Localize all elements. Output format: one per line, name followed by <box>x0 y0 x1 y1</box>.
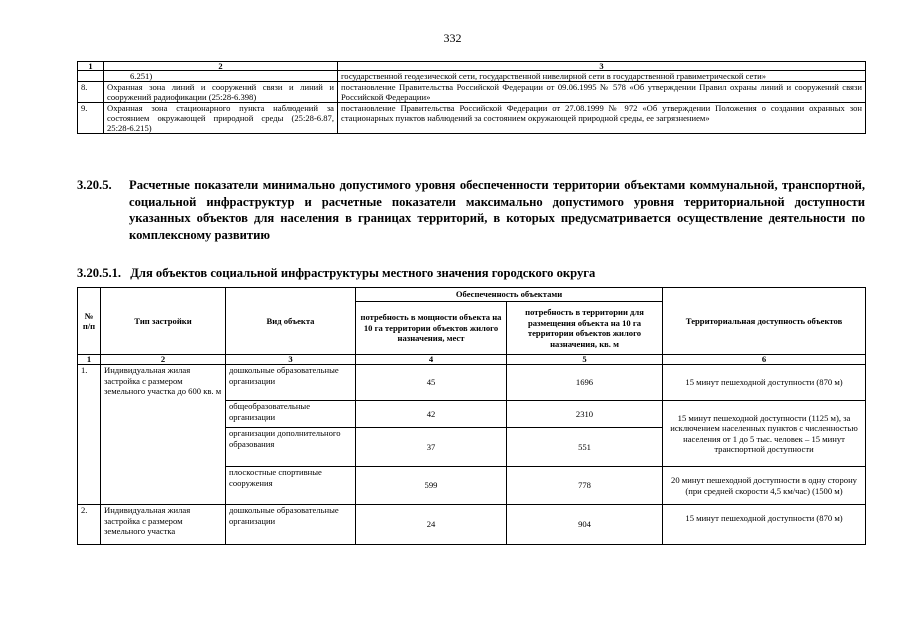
section-number: 3.20.5. <box>77 178 112 192</box>
column-number: 1 <box>78 355 101 365</box>
header-capacity: потребность в мощности объекта на 10 га территории объектов жилого назначения, мест <box>356 302 507 355</box>
page-number: 332 <box>443 31 462 45</box>
area-value: 2310 <box>507 401 663 428</box>
capacity-value: 37 <box>356 428 507 467</box>
zone-name: Охранная зона стационарного пункта наблюдений за состоянием окружающей природной среды (25:28-6.87, 25:28-6.215) <box>104 103 338 134</box>
column-number: 3 <box>226 355 356 365</box>
zones-table <box>77 61 866 134</box>
row-number: 8. <box>78 82 104 103</box>
row-number: 1. <box>78 365 101 505</box>
row-number: 9. <box>78 103 104 134</box>
object-type: организации дополнительного образования <box>226 428 356 467</box>
header-area: потребность в территории для размещения объекта на 10 га территории объектов жилого назначения, кв. м <box>507 302 663 355</box>
header-access: Территориальная доступность объектов <box>663 288 866 355</box>
row-number: 2. <box>78 505 101 545</box>
capacity-value: 42 <box>356 401 507 428</box>
zone-name: 6.251) <box>104 71 338 82</box>
object-type: дошкольные образовательные организации <box>226 365 356 401</box>
subsection-number: 3.20.5.1. <box>77 266 122 280</box>
subsection-title: Для объектов социальной инфраструктуры местного значения городского округа <box>130 266 596 280</box>
table-header-row <box>78 288 866 302</box>
table-row <box>78 505 866 545</box>
column-number: 4 <box>356 355 507 365</box>
area-value: 904 <box>507 505 663 545</box>
capacity-value: 45 <box>356 365 507 401</box>
column-numbers-row <box>78 355 866 365</box>
zones-table-header <box>78 62 866 71</box>
social-infrastructure-table <box>77 287 866 545</box>
access-value: 15 минут пешеходной доступности (870 м) <box>663 505 866 545</box>
legal-doc: постановление Правительства Российской Федерации от 09.06.1995 № 578 «Об утверждении Правил охраны линий и сооружений связи Российской Федерации» <box>338 82 866 103</box>
column-number: 6 <box>663 355 866 365</box>
column-number: 5 <box>507 355 663 365</box>
access-value: 15 минут пешеходной доступности (1125 м), за исключением населенных пунктов с численностью населения от 1 до 5 тыс. человек – 15 минут транспортной доступности <box>663 401 866 467</box>
capacity-value: 599 <box>356 467 507 505</box>
access-value: 15 минут пешеходной доступности (870 м) <box>663 365 866 401</box>
header-num: № п/п <box>78 288 101 355</box>
access-value: 20 минут пешеходной доступности в одну сторону (при средней скорости 4,5 км/час) (1500 м) <box>663 467 866 505</box>
row-number <box>78 71 104 82</box>
legal-doc: постановление Правительства Российской Федерации от 27.08.1999 № 972 «Об утверждении Положения о создании охранных зон стационарных пунктов наблюдений за состоянием окружающей природной среды, ее загрязнением» <box>338 103 866 134</box>
object-type: плоскостные спортивные сооружения <box>226 467 356 505</box>
header-cell: 1 <box>78 62 104 71</box>
area-value: 1696 <box>507 365 663 401</box>
header-cell: 2 <box>104 62 338 71</box>
header-cell: 3 <box>338 62 866 71</box>
legal-doc: государственной геодезической сети, государственной нивелирной сети в государственной гравиметрической сети» <box>338 71 866 82</box>
table-row <box>78 71 866 82</box>
column-number: 2 <box>101 355 226 365</box>
building-type: Индивидуальная жилая застройка с размером земельного участка <box>101 505 226 545</box>
zone-name: Охранная зона линий и сооружений связи и линий и сооружений радиофикации (25:28-6.398) <box>104 82 338 103</box>
capacity-value: 24 <box>356 505 507 545</box>
subsection-heading <box>77 265 865 282</box>
area-value: 551 <box>507 428 663 467</box>
table-row <box>78 82 866 103</box>
building-type: Индивидуальная жилая застройка с размером земельного участка до 600 кв. м <box>101 365 226 505</box>
section-title: Расчетные показатели минимально допустимого уровня обеспеченности территории объектами коммунальной, транспортной, социальной инфраструктур и расчетные показатели максимально допустимого уровня территориальной доступности указанных объектов для населения в границах территорий, в которых предусматривается осуществление деятельности по комплексному развитию <box>129 178 865 242</box>
header-provision: Обеспеченность объектами <box>356 288 663 302</box>
object-type: общеобразовательные организации <box>226 401 356 428</box>
area-value: 778 <box>507 467 663 505</box>
header-type: Тип застройки <box>101 288 226 355</box>
object-type: дошкольные образовательные организации <box>226 505 356 545</box>
table-row <box>78 103 866 134</box>
header-object: Вид объекта <box>226 288 356 355</box>
table-row <box>78 365 866 401</box>
section-heading <box>77 177 865 243</box>
